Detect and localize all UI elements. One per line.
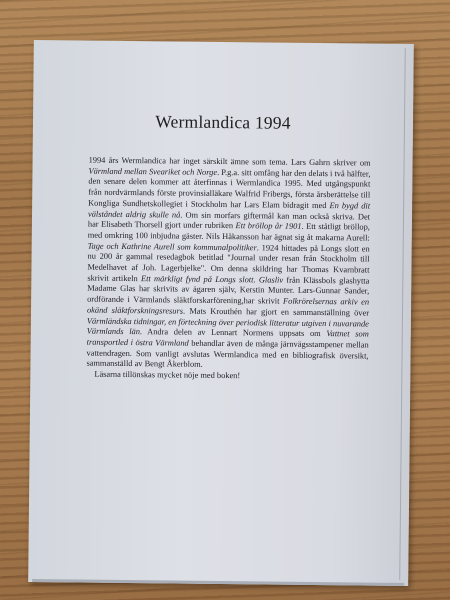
book-title: Wermlandica 1994 (155, 111, 291, 133)
blurb-text-run: . (253, 275, 259, 285)
blurb-text-run: . Mats Krouthén har gjort en sammanställning över (183, 306, 370, 318)
blurb-text-run: . Ett ståtligt bröllop, med omkring 100 inbjudna gäster. Nils Håkansson har ägnat sig åt makarna Aurell: (87, 222, 370, 243)
article-title: Ett märkligt fynd på Longs slott (140, 273, 254, 285)
article-title: En bygd dit välståndet aldrig skulle nå (87, 200, 371, 220)
article-title: Ett bröllop år 1901 (235, 221, 302, 232)
blurb-text (86, 156, 370, 384)
article-title: Folkrörelsernas arkiv en okänd släktforskningsresurs (86, 296, 370, 316)
blurb-text-run: . Om sin morfars giftermål kan man också skriva. Det har Elisabeth Thorsell gjort under rubriken (87, 210, 371, 231)
blurb-text-run: från Klässbols glashytta Madame Glas har skrivits av ägaren själv, Kerstin Munter. Lars-Gunnar Sander, ordförande i Värmlands släktforskarförening,har skrivit (87, 275, 370, 306)
blurb-text-run: behandlar även de många järnvägsstampener mellan vattendragen. Som vanligt avslutas Wermlandica med en bibliografisk översikt, sammanställd av Bengt Åkerblom. (86, 338, 369, 370)
book-back-cover (28, 40, 414, 586)
blurb-text-run: . Andra delen av Lennart Normens uppsats om (139, 327, 327, 339)
article-title: Glasliv (258, 275, 284, 285)
article-title: Värmländska tidningar, en förteckning över periodisk litteratur utgiven i nuvarande Värmlands län (86, 316, 369, 337)
article-title: Värmland mellan Sveariket och Norge (88, 166, 218, 177)
article-title: Vattnet som transportled i östra Värmland (86, 329, 369, 348)
article-title: Tage och Kathrine Aurell som kommunalpolitiker (87, 241, 257, 252)
closing-line: Läsarna tillönskas mycket nöje med boken! (94, 369, 241, 381)
page-block-edge (32, 579, 404, 586)
blurb-paragraph (86, 156, 370, 373)
blurb-text-run: . P.g.a. sitt omfång har den delats i två hälfter, den senare delen kommer att återfinnas i Wermlandica 1995. Med utgångspunkt från nordvärmlands förste provinsialläkare Walfrid Fribergs, första årsberättelse till Kongliga Sundhetskollegiet i Stockholm har Lars Elam bidragit med (88, 167, 371, 210)
blurb-text-run: 1994 års Wermlandica har inget särskilt ämne som tema. Lars Gahrn skriver om (88, 155, 371, 168)
blurb-text-run: . 1924 hittades på Longs slott en nu 200 år gammal resedagbok betitlad "Journal under resan från Stockholm till Medelhavet af Joh. Lagerbjelke". Om denna skildring har Thomas Kvarnbratt skrivit artikeln (87, 242, 370, 283)
